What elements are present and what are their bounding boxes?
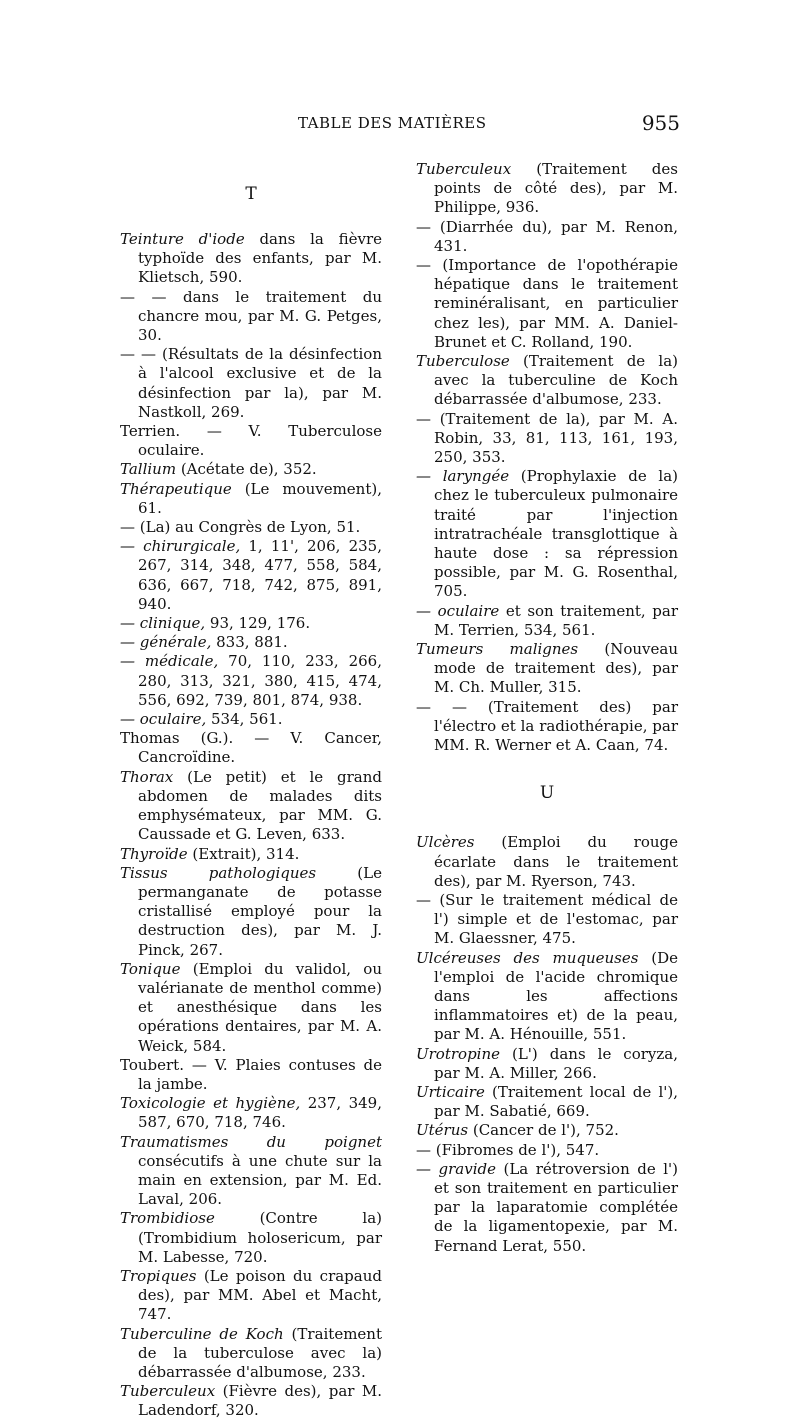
index-entry <box>120 614 382 633</box>
index-entry <box>120 230 382 288</box>
entry-text: consécutifs à une chute sur la main en extension, par M. Ed. Laval, 206. <box>138 1151 382 1209</box>
entry-headword: Teinture d'iode <box>120 230 245 248</box>
entry-headword: Tumeurs malignes <box>416 640 579 659</box>
index-entry <box>120 1056 382 1094</box>
entry-headword: Thyroïde <box>120 844 188 863</box>
entry-text: (Contre la) (Trombidium holosericum, par M. Labesse, 720. <box>138 1209 382 1266</box>
entry-headword: — laryngée <box>416 467 510 486</box>
index-entry <box>120 288 382 346</box>
entry-headword: — oculaire, <box>120 710 207 729</box>
right-entries-bottom <box>416 833 678 1255</box>
entry-headword: Traumatismes du poignet <box>120 1132 382 1151</box>
index-entry <box>416 1045 678 1083</box>
index-entry <box>120 729 382 767</box>
entry-headword: Tissus pathologiques <box>120 863 317 882</box>
index-entry <box>120 960 382 1056</box>
entry-headword: — générale, <box>120 633 212 652</box>
entry-text: — (Traitement de la), par M. A. Robin, 33, 81, 113, 161, 193, 250, 353. <box>416 409 678 467</box>
entry-text: (Le poison du crapaud des), par MM. Abel et Macht, 747. <box>138 1266 382 1324</box>
index-entry <box>120 1133 382 1210</box>
section-letter-t: T <box>245 184 257 204</box>
entry-text: Toubert. — V. Plaies contuses de la jambe. <box>120 1055 382 1093</box>
entry-text: (Emploi du rouge écarlate dans le traitement des), par M. Ryerson, 743. <box>434 833 678 890</box>
entry-headword: Toxicologie et hygiène, <box>120 1094 301 1113</box>
entry-headword: Thérapeutique <box>120 479 232 498</box>
entry-text: (Acétate de), 352. <box>176 460 317 479</box>
entry-headword: Tropiques <box>120 1266 197 1285</box>
index-entry <box>416 160 678 218</box>
entry-text: dans la fièvre typhoïde des enfants, par M. Klietsch, 590. <box>138 230 382 287</box>
entry-headword: Tallium <box>120 460 177 479</box>
entry-text: (Le permanganate de potasse cristallisé employé pour la destruction des), par M. J. Pinck, 267. <box>138 863 382 959</box>
index-entry <box>120 518 382 537</box>
entry-text: — — (Traitement des) par l'électro et la radiothérapie, par MM. R. Werner et A. Caan, 74. <box>416 697 678 755</box>
entry-text: (Emploi du validol, ou valérianate de menthol comme) et anesthésique dans les opérations dentaires, par M. A. Weick, 584. <box>138 959 382 1055</box>
index-entry <box>416 698 678 756</box>
entry-text: et son traitement, par M. Terrien, 534, 561. <box>434 601 678 639</box>
entry-headword: Ulcéreuses des muqueuses <box>416 948 639 967</box>
right-column <box>416 160 678 1256</box>
index-entry <box>416 218 678 256</box>
index-entry <box>416 467 678 601</box>
entry-headword: Tuberculine de Koch <box>120 1324 284 1343</box>
entry-text: (Traitement de la) avec la tuberculine de Koch débarrassée d'albumose, 233. <box>434 352 678 409</box>
index-entry <box>120 1209 382 1267</box>
index-entry <box>416 891 678 949</box>
index-entry <box>120 460 382 479</box>
entry-text: (Extrait), 314. <box>187 844 300 863</box>
index-entry <box>120 768 382 845</box>
entry-headword: Tuberculeux <box>416 160 512 178</box>
entry-text: — — (Résultats de la désinfection à l'alcool exclusive et de la désinfection par la), par M. Nastkoll, 269. <box>120 345 382 421</box>
entry-headword: Ulcères <box>416 833 475 852</box>
index-entry <box>120 1382 382 1420</box>
entry-headword: — oculaire <box>416 601 500 620</box>
entry-text: (Fièvre des), par M. Ladendorf, 320. <box>138 1382 382 1420</box>
entry-headword: — chirurgicale, <box>120 537 241 556</box>
entry-headword: — clinique, <box>120 614 206 633</box>
page-header <box>120 111 680 140</box>
index-entry <box>120 537 382 614</box>
index-entry <box>416 256 678 352</box>
entry-headword: — gravide <box>416 1159 496 1178</box>
entry-text: (L') dans le coryza, par M. A. Miller, 266. <box>434 1044 678 1082</box>
section-letter-u: U <box>539 783 555 804</box>
index-entry <box>120 845 382 864</box>
entry-text: (Cancer de l'), 752. <box>468 1121 619 1140</box>
entry-headword: Tonique <box>120 959 181 978</box>
entry-text: 1, 11', 206, 235, 267, 314, 348, 477, 558, 584, 636, 667, 718, 742, 875, 891, 940. <box>138 537 382 613</box>
index-entry <box>416 949 678 1045</box>
index-entry <box>120 480 382 518</box>
entry-text: (Le mouvement), 61. <box>138 479 382 517</box>
index-entry <box>416 602 678 640</box>
entry-headword: — médicale, <box>120 652 219 671</box>
entry-text: — (La) au Congrès de Lyon, 51. <box>120 518 361 537</box>
index-entry <box>120 633 382 652</box>
entry-text: — (Importance de l'opothérapie hépatique dans le traitement reminéralisant, en particulier chez les), par MM. A. Daniel-Brunet et C. Rolland, 190. <box>416 256 678 351</box>
index-entry <box>120 710 382 729</box>
entry-text: 833, 881. <box>211 633 288 652</box>
right-entries-top <box>416 160 678 755</box>
entry-headword: Urticaire <box>416 1082 485 1101</box>
index-entry <box>120 864 382 960</box>
entry-text: (Traitement des points de côté des), par M. Philippe, 936. <box>434 160 678 217</box>
entry-text: Thomas (G.). — V. Cancer, Cancroïdine. <box>120 729 382 767</box>
left-column <box>120 160 382 1421</box>
index-entry <box>120 1094 382 1132</box>
entry-text: — (Sur le traitement médical de l') simple et de l'estomac, par M. Glaessner, 475. <box>416 890 678 948</box>
index-entry <box>120 1325 382 1383</box>
index-entry <box>416 1083 678 1121</box>
index-entry <box>416 1160 678 1256</box>
entry-text: — (Fibromes de l'), 547. <box>416 1140 600 1159</box>
left-entries <box>120 230 382 1421</box>
index-entry <box>416 640 678 698</box>
running-title: TABLE DES MATIÈRES <box>298 114 487 132</box>
entry-text: (Nouveau mode de traitement des), par M. Ch. Muller, 315. <box>434 640 678 697</box>
entry-headword: Urotropine <box>416 1044 501 1063</box>
entry-text: 70, 110, 233, 266, 280, 313, 321, 380, 415, 474, 556, 692, 739, 801, 874, 938. <box>138 652 382 709</box>
entry-text: (La rétroversion de l') et son traitement en particulier par la laparatomie complétée de la ligamentopexie, par M. Fernand Lerat, 550. <box>434 1159 678 1255</box>
index-entry <box>120 1267 382 1325</box>
index-entry <box>120 345 382 422</box>
entry-text: — (Diarrhée du), par M. Renon, 431. <box>416 217 678 255</box>
entry-text: (Le petit) et le grand abdomen de malades dits emphysémateux, par MM. G. Caussade et G. Leven, 633. <box>138 767 382 844</box>
entry-headword: Trombidiose <box>120 1209 215 1228</box>
entry-text: 93, 129, 176. <box>205 614 311 633</box>
entry-text: 237, 349, 587, 670, 718, 746. <box>138 1094 382 1132</box>
entry-text: (Prophylaxie de la) chez le tuberculeux pulmonaire traité par l'injection intratrachéale transglottique à haute dose : sa répression possible, par M. G. Rosenthal, 705. <box>434 467 678 601</box>
index-entry <box>416 833 678 891</box>
index-entry <box>120 422 382 460</box>
entry-headword: Thorax <box>120 767 174 786</box>
page-number: 955 <box>641 111 680 135</box>
entry-text: 534, 561. <box>206 710 283 729</box>
index-entry <box>416 1141 678 1160</box>
entry-headword: Tuberculeux <box>120 1382 216 1401</box>
index-entry <box>120 652 382 710</box>
index-entry <box>416 410 678 468</box>
entry-text: (Traitement de la tuberculose avec la) débarrassée d'albumose, 233. <box>138 1324 383 1381</box>
entry-text: (De l'emploi de l'acide chromique dans les affections inflammatoires et) de la peau, par M. A. Hénouille, 551. <box>434 948 678 1044</box>
entry-text: Terrien. — V. Tuberculose oculaire. <box>120 422 382 460</box>
index-entry <box>416 352 678 410</box>
entry-text: (Traitement local de l'), par M. Sabatié, 669. <box>434 1082 678 1121</box>
entry-text: — — dans le traitement du chancre mou, par M. G. Petges, 30. <box>120 287 382 345</box>
entry-headword: Utérus <box>416 1121 469 1140</box>
entry-headword: Tuberculose <box>416 352 510 371</box>
index-entry <box>416 1121 678 1140</box>
